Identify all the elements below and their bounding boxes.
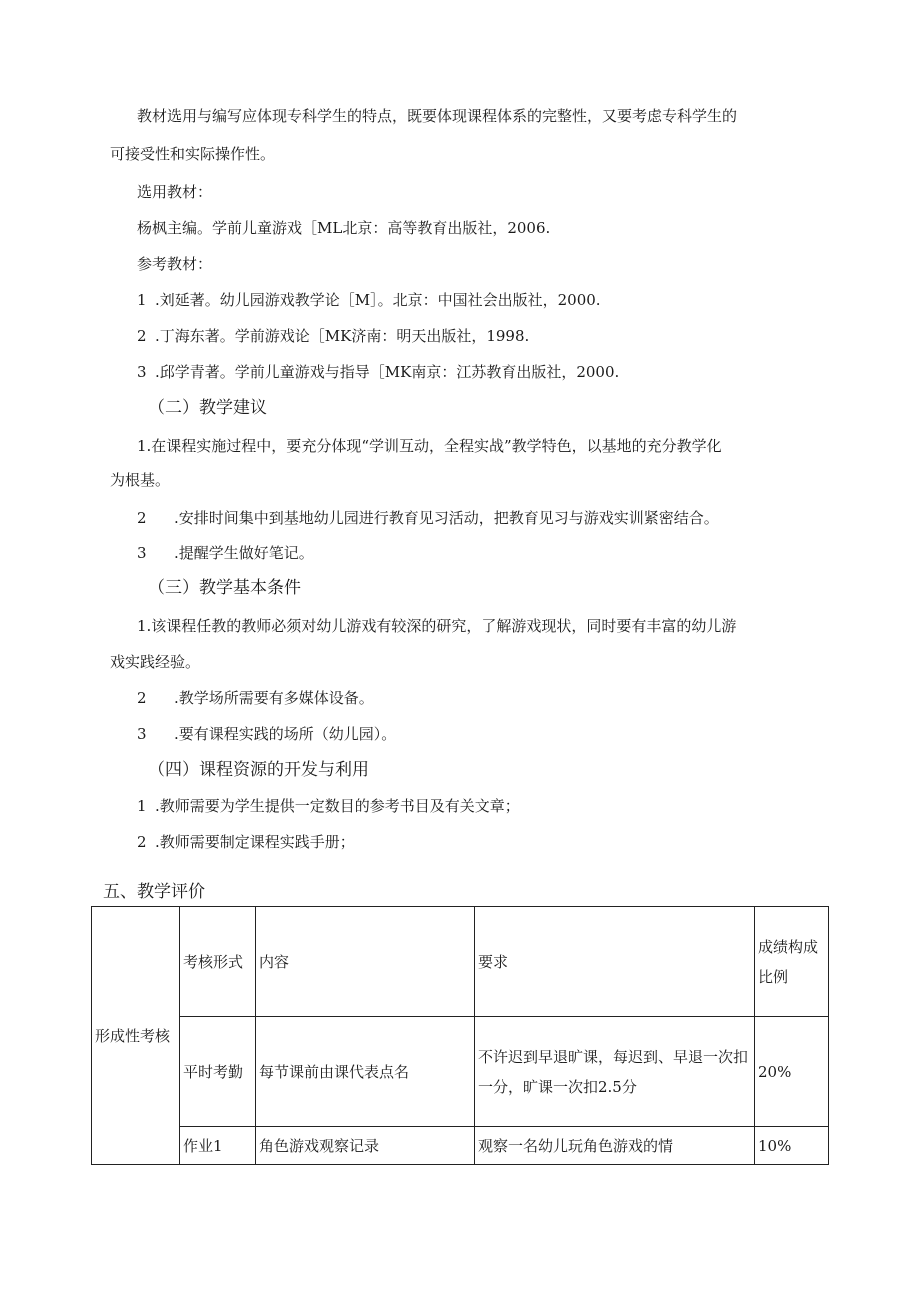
textbook-paragraph-line2: 可接受性和实际操作性。	[110, 145, 276, 163]
textbook-paragraph-line1: 教材选用与编写应体现专科学生的特点，既要体现课程体系的完整性，又要考虑专科学生的	[137, 107, 738, 125]
reference-textbook-label: 参考教材：	[137, 255, 213, 273]
header-requirement: 要求	[475, 907, 755, 1017]
section-4-heading: （四）课程资源的开发与利用	[148, 760, 369, 780]
row-2-content: 角色游戏观察记录	[256, 1127, 475, 1165]
table-row	[92, 1127, 829, 1165]
selected-textbook-label: 选用教材：	[137, 183, 213, 201]
assessment-category-cell: 形成性考核	[92, 907, 180, 1165]
reference-item-2-text: .丁海东著。学前游戏论［MK济南：明天出版社，1998.	[155, 327, 530, 345]
section-2-item-3-number: 3	[137, 544, 147, 562]
section-2-heading: （二）教学建议	[148, 398, 267, 418]
section-2-item-1-line1: 1.在课程实施过程中，要充分体现“学训互动，全程实战”教学特色，以基地的充分教学化	[137, 437, 722, 455]
section-2-item-3	[137, 543, 314, 563]
section-4-item-1-number: 1	[137, 797, 147, 815]
section-3-item-3-text: .要有课程实践的场所（幼儿园）。	[174, 725, 397, 743]
reference-item-1-text: .刘延著。幼儿园游戏教学论［M］。北京：中国社会出版社，2000.	[155, 291, 601, 309]
row-2-form: 作业1	[180, 1127, 256, 1165]
section-2-item-3-text: .提醒学生做好笔记。	[174, 544, 314, 562]
section-4-item-1	[137, 796, 520, 816]
section-3-item-2-number: 2	[137, 689, 147, 707]
row-1-ratio: 20%	[755, 1017, 829, 1127]
section-4-item-2-number: 2	[137, 833, 147, 851]
reference-item-1-number: 1	[137, 291, 147, 309]
evaluation-table	[91, 906, 829, 1165]
section-3-item-3-number: 3	[137, 725, 147, 743]
reference-item-3-text: .邱学青著。学前儿童游戏与指导［MK南京：江苏教育出版社，2000.	[155, 363, 620, 381]
header-ratio: 成绩构成比例	[755, 907, 829, 1017]
section-2-item-2	[137, 508, 719, 528]
reference-item-3	[137, 362, 619, 382]
section-4-item-2-text: .教师需要制定课程实践手册；	[155, 833, 355, 851]
row-2-requirement: 观察一名幼儿玩角色游戏的情	[475, 1127, 755, 1165]
reference-item-2	[137, 326, 529, 346]
reference-item-3-number: 3	[137, 363, 147, 381]
section-5-heading: 五、教学评价	[103, 882, 205, 902]
reference-item-2-number: 2	[137, 327, 147, 345]
reference-item-1	[137, 290, 601, 310]
section-4-item-1-text: .教师需要为学生提供一定数目的参考书目及有关文章；	[155, 797, 520, 815]
section-3-item-1-line1: 1.该课程任教的教师必须对幼儿游戏有较深的研究，了解游戏现状，同时要有丰富的幼儿游	[137, 617, 737, 635]
section-3-item-1-line2: 戏实践经验。	[110, 653, 201, 671]
section-2-item-1-line2: 为根基。	[110, 471, 171, 489]
table-header-row	[92, 907, 829, 1017]
row-1-content: 每节课前由课代表点名	[256, 1017, 475, 1127]
selected-textbook: 杨枫主编。学前儿童游戏［ML北京：高等教育出版社，2006.	[137, 219, 551, 237]
row-1-form: 平时考勤	[180, 1017, 256, 1127]
section-4-item-2	[137, 832, 355, 852]
row-2-ratio: 10%	[755, 1127, 829, 1165]
section-3-heading: （三）教学基本条件	[148, 578, 301, 598]
header-content: 内容	[256, 907, 475, 1017]
row-1-requirement: 不许迟到早退旷课，每迟到、早退一次扣一分，旷课一次扣2.5分	[475, 1017, 755, 1127]
section-3-item-2	[137, 688, 374, 708]
section-2-item-2-text: .安排时间集中到基地幼儿园进行教育见习活动，把教育见习与游戏实训紧密结合。	[174, 509, 719, 527]
section-3-item-3	[137, 724, 396, 744]
section-3-item-2-text: .教学场所需要有多媒体设备。	[174, 689, 374, 707]
section-2-item-2-number: 2	[137, 509, 147, 527]
table-row	[92, 1017, 829, 1127]
header-form: 考核形式	[180, 907, 256, 1017]
